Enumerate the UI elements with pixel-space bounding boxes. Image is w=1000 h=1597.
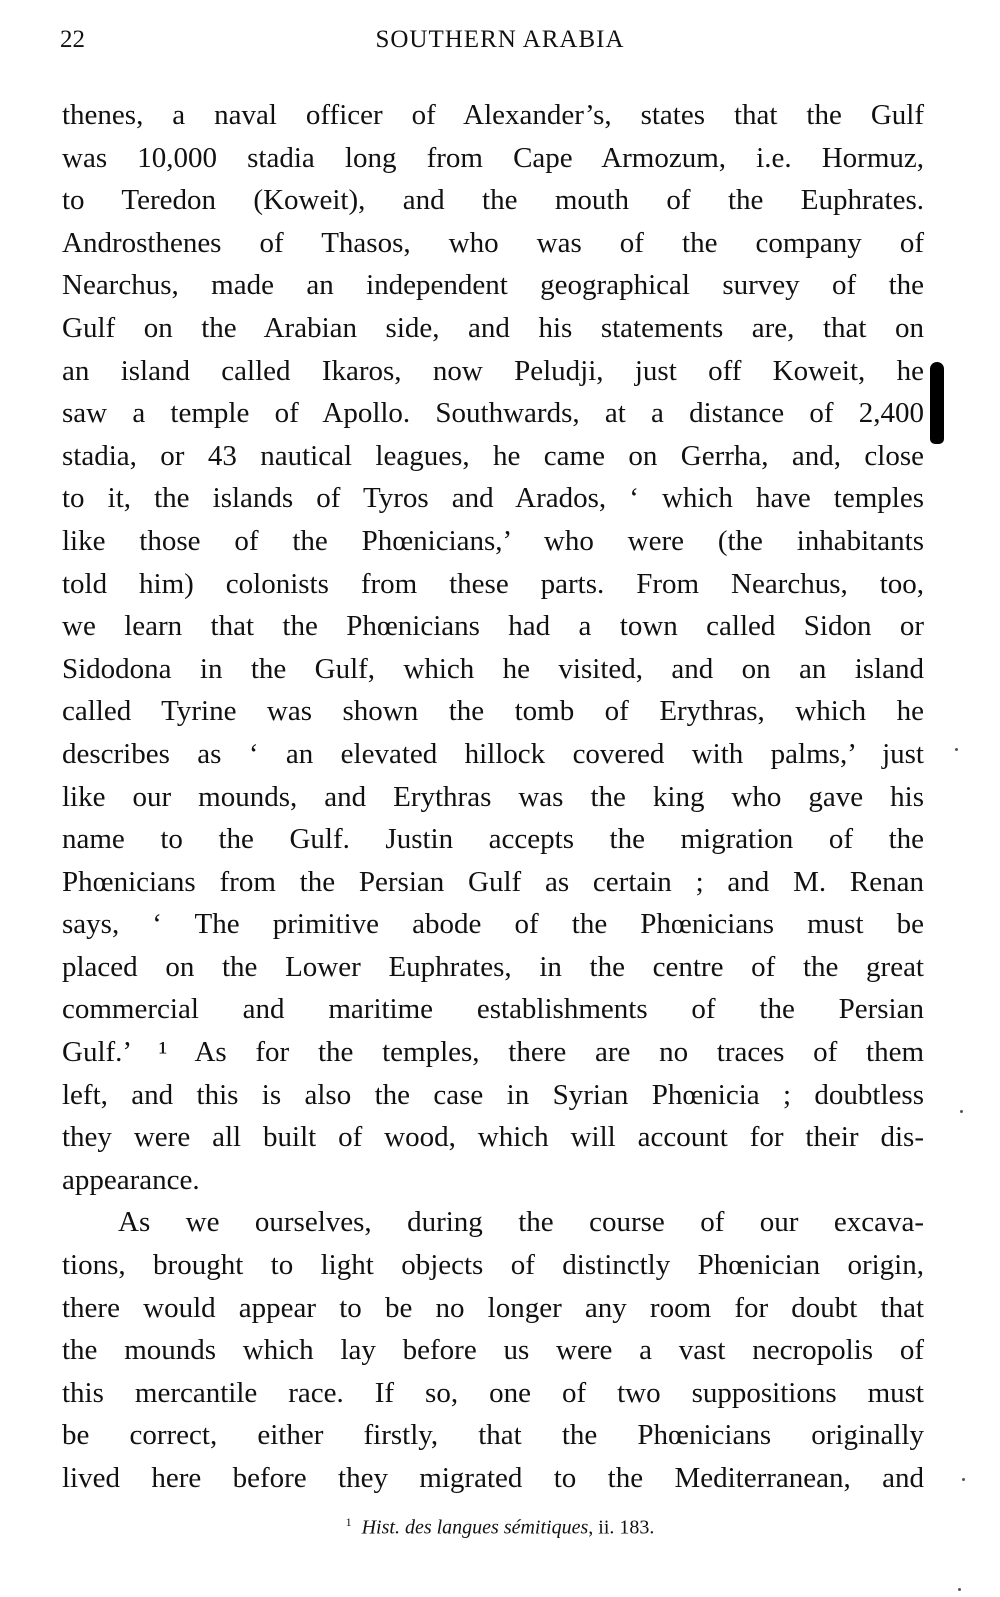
text-line: describes as ‘ an elevated hillock covered with palms,’ just — [62, 737, 924, 770]
text-line: to Teredon (Koweit), and the mouth of the Euphrates. — [62, 184, 924, 217]
text-line: Nearchus, made an independent geographical survey of the — [62, 269, 924, 302]
text-line: Sidodona in the Gulf, which he visited, and on an island — [62, 652, 924, 685]
text-line: Gulf on the Arabian side, and his statements are, that on — [62, 311, 924, 344]
page-number: 22 — [60, 26, 85, 53]
text-line: stadia, or 43 nautical leagues, he came on Gerrha, and, close — [62, 439, 924, 472]
text-line: name to the Gulf. Justin accepts the migration of the — [62, 823, 924, 856]
text-line: placed on the Lower Euphrates, in the centre of the great — [62, 950, 924, 983]
speck — [962, 1478, 965, 1481]
text-line: Gulf.’ ¹ As for the temples, there are no traces of them — [62, 1036, 924, 1069]
text-line: was 10,000 stadia long from Cape Armozum, i.e. Hormuz, — [62, 141, 924, 174]
body-text — [62, 94, 924, 1500]
text-line: left, and this is also the case in Syrian Phœnicia ; doubtless — [62, 1078, 924, 1111]
text-line: saw a temple of Apollo. Southwards, at a distance of 2,400 — [62, 397, 924, 430]
page-header — [60, 26, 930, 62]
footnote-ref: , ii. 183. — [588, 1516, 655, 1539]
speck — [958, 1588, 961, 1591]
text-line: to it, the islands of Tyros and Arados, ‘ which have temples — [62, 482, 924, 515]
text-line: commercial and maritime establishments of the Persian — [62, 993, 924, 1026]
footnote — [0, 1515, 1000, 1540]
text-line: be correct, either firstly, that the Phœnicians originally — [62, 1419, 924, 1452]
text-line: like our mounds, and Erythras was the king who gave his — [62, 780, 924, 813]
text-line: lived here before they migrated to the Mediterranean, and — [62, 1462, 924, 1494]
text-line: As we ourselves, during the course of our excava- — [118, 1206, 924, 1239]
text-line: thenes, a naval officer of Alexander’s, states that the Gulf — [62, 99, 924, 131]
footnote-title: Hist. des langues sémitiques — [361, 1516, 589, 1539]
text-line: appearance. — [62, 1163, 200, 1196]
ink-smudge — [930, 362, 944, 444]
text-line: like those of the Phœnicians,’ who were (the inhabitants — [62, 524, 924, 557]
text-line: we learn that the Phœnicians had a town called Sidon or — [62, 610, 924, 643]
text-line: Phœnicians from the Persian Gulf as certain ; and M. Renan — [62, 865, 924, 898]
speck — [955, 748, 958, 751]
text-line: there would appear to be no longer any room for doubt that — [62, 1291, 924, 1324]
footnote-marker: 1 — [345, 1515, 352, 1529]
text-line: called Tyrine was shown the tomb of Erythras, which he — [62, 695, 924, 728]
running-title: SOUTHERN ARABIA — [375, 26, 625, 53]
text-line: this mercantile race. If so, one of two suppositions must — [62, 1376, 924, 1409]
text-line: Androsthenes of Thasos, who was of the company of — [62, 226, 924, 259]
text-line: told him) colonists from these parts. From Nearchus, too, — [62, 567, 924, 600]
text-line: tions, brought to light objects of distinctly Phœnician origin, — [62, 1249, 924, 1282]
text-line: says, ‘ The primitive abode of the Phœnicians must be — [62, 908, 924, 941]
text-line: they were all built of wood, which will account for their dis- — [62, 1121, 924, 1154]
text-line: an island called Ikaros, now Peludji, just off Koweit, he — [62, 354, 924, 387]
text-line: the mounds which lay before us were a vast necropolis of — [62, 1334, 924, 1367]
speck — [960, 1110, 963, 1113]
